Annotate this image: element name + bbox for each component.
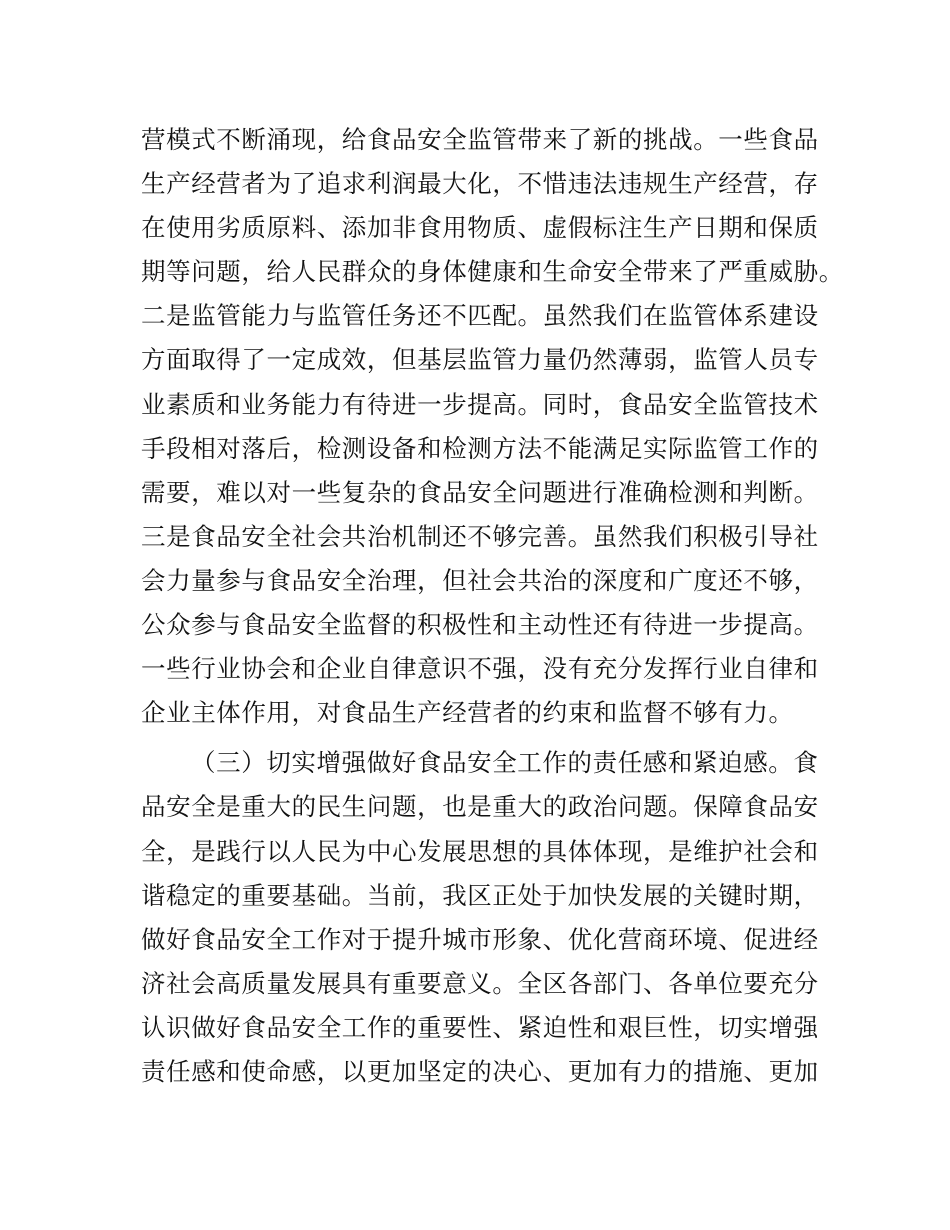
text-line: 会力量参与食品安全治理，但社会共治的深度和广度还不够， bbox=[141, 565, 819, 595]
text-line: 企业主体作用，对食品生产经营者的约束和监督不够有力。 bbox=[141, 698, 794, 728]
text-line: 业素质和业务能力有待进一步提高。同时，食品安全监管技术 bbox=[141, 389, 819, 419]
text-line: 责任感和使命感，以更加坚定的决心、更加有力的措施、更加 bbox=[141, 1056, 819, 1086]
text-line: 公众参与食品安全监督的积极性和主动性还有待进一步提高。 bbox=[141, 610, 819, 640]
text-line: 做好食品安全工作对于提升城市形象、优化营商环境、促进经 bbox=[141, 924, 819, 954]
text-line: 三是食品安全社会共治机制还不够完善。虽然我们积极引导社 bbox=[141, 521, 819, 551]
text-line: 全，是践行以人民为中心发展思想的具体体现，是维护社会和 bbox=[141, 836, 819, 866]
text-line: 济社会高质量发展具有重要意义。全区各部门、各单位要充分 bbox=[141, 968, 819, 998]
text-line: 手段相对落后，检测设备和检测方法不能满足实际监管工作的 bbox=[141, 433, 819, 463]
text-line: 生产经营者为了追求利润最大化，不惜违法违规生产经营，存 bbox=[141, 169, 819, 199]
text-line-indented: （三）切实增强做好食品安全工作的责任感和紧迫感。食 bbox=[191, 748, 819, 778]
paragraph-2 bbox=[141, 741, 821, 1094]
text-line: 二是监管能力与监管任务还不匹配。虽然我们在监管体系建设 bbox=[141, 301, 819, 331]
text-line: 认识做好食品安全工作的重要性、紧迫性和艰巨性，切实增强 bbox=[141, 1012, 819, 1042]
document-body bbox=[141, 118, 844, 1094]
paragraph-1 bbox=[141, 118, 844, 735]
text-line: 一些行业协会和企业自律意识不强，没有充分发挥行业自律和 bbox=[141, 654, 819, 684]
text-line: 方面取得了一定成效，但基层监管力量仍然薄弱，监管人员专 bbox=[141, 345, 819, 375]
text-line: 品安全是重大的民生问题，也是重大的政治问题。保障食品安 bbox=[141, 792, 819, 822]
text-line: 期等问题，给人民群众的身体健康和生命安全带来了严重威胁。 bbox=[141, 257, 844, 287]
text-line: 谐稳定的重要基础。当前，我区正处于加快发展的关键时期， bbox=[141, 880, 819, 910]
text-line: 在使用劣质原料、添加非食用物质、虚假标注生产日期和保质 bbox=[141, 213, 819, 243]
text-line: 需要，难以对一些复杂的食品安全问题进行准确检测和判断。 bbox=[141, 477, 819, 507]
text-line: 营模式不断涌现，给食品安全监管带来了新的挑战。一些食品 bbox=[141, 125, 819, 154]
